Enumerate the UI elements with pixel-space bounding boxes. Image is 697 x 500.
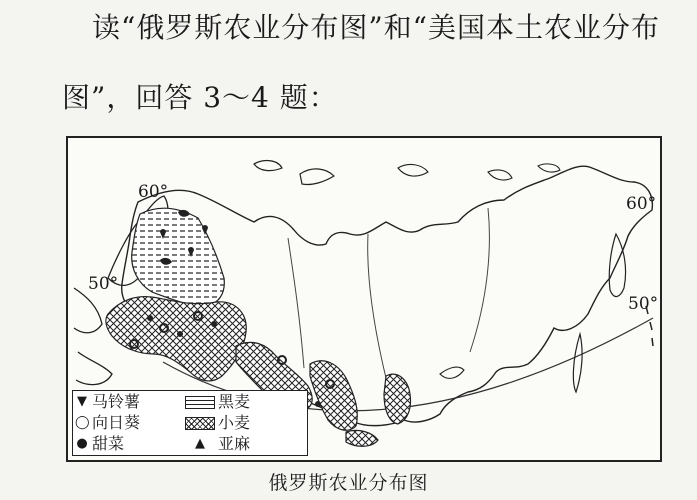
sunflower-marker-icon: ◯: [75, 415, 90, 430]
legend-item-potato: [75, 392, 140, 412]
wheat-region-far-east: [384, 374, 411, 424]
lake-baikal: [440, 367, 464, 378]
legend-label-flax: 亚麻: [218, 434, 251, 453]
novaya-zemlya: [254, 161, 334, 185]
sugar-beet-marker-icon: ●: [76, 436, 88, 451]
black-sea-coast: [74, 288, 112, 385]
lat-label-west-60: 60°: [138, 182, 169, 202]
flax-marker-icon: ▲: [195, 436, 205, 451]
rye-pattern-icon: [185, 396, 215, 409]
sakhalin: [573, 334, 582, 392]
wheat-region-amur: [346, 430, 378, 446]
question-line-1: 读“俄罗斯农业分布图”和“美国本土农业分布: [92, 11, 660, 44]
legend-item-wheat: [185, 413, 250, 433]
legend-item-sugar-beet: [75, 434, 124, 454]
rye-region: [132, 208, 225, 306]
legend-item-sunflower: [75, 413, 140, 433]
lat-label-east-60: 60°: [626, 194, 657, 214]
wheat-region-east: [310, 361, 357, 430]
map-legend: [72, 390, 308, 456]
map-caption: 俄罗斯农业分布图: [268, 472, 429, 494]
wheat-region-west: [106, 297, 246, 381]
yenisei-river: [368, 234, 386, 378]
arctic-islands: [398, 164, 560, 180]
lat-label-west-50: 50°: [88, 274, 119, 294]
legend-item-rye: [185, 392, 250, 412]
kamchatka: [609, 234, 625, 297]
legend-label-rye: 黑麦: [218, 392, 251, 411]
wheat-pattern-icon: [185, 417, 215, 430]
lena-river: [470, 208, 489, 352]
question-line-2: 图”，回答 3～4 题：: [62, 81, 338, 114]
legend-item-flax: [185, 434, 250, 454]
potato-marker-icon: ▼: [77, 394, 87, 409]
ob-river: [288, 238, 304, 368]
legend-label-potato: 马铃薯: [92, 392, 141, 411]
legend-label-sugar-beet: 甜菜: [92, 434, 125, 453]
legend-label-sunflower: 向日葵: [92, 413, 141, 432]
legend-label-wheat: 小麦: [218, 413, 251, 432]
russia-agriculture-map: [66, 136, 662, 462]
lat-label-east-50: 50°: [628, 294, 659, 314]
